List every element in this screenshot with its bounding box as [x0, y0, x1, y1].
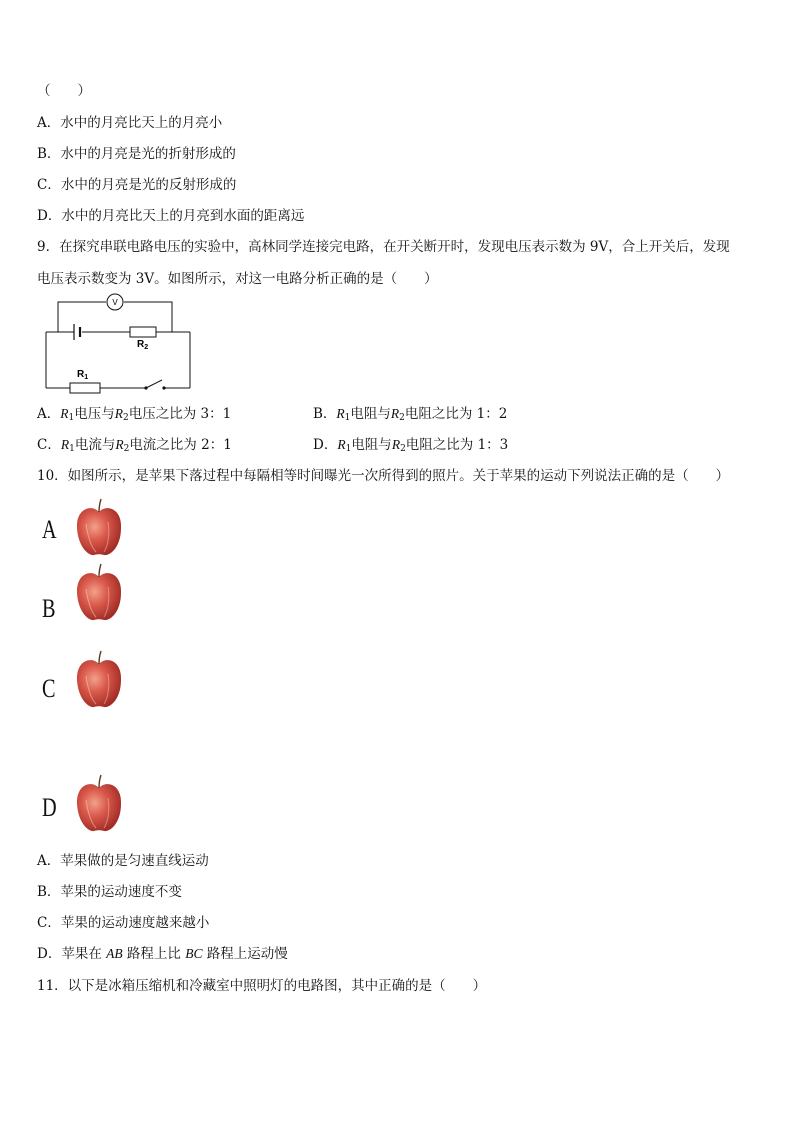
q9-stem-line2: 电压表示数变为 3V。如图所示，对这一电路分析正确的是（ ）: [37, 271, 438, 287]
q9-option-c: C．$R_1$电流与$R_2$电流之比为 2：1: [37, 437, 232, 454]
q10-option-a: A．苹果做的是匀速直线运动: [37, 853, 209, 869]
q8-option-b: B．水中的月亮是光的折射形成的: [37, 146, 236, 162]
r2-label: $R_2$: [137, 339, 149, 351]
q8-option-a: A．水中的月亮比天上的月亮小: [37, 115, 223, 131]
q8-bracket: （ ）: [37, 83, 91, 99]
q9-option-d: D．$R_1$电阻与$R_2$电阻之比为 1：3: [313, 437, 509, 454]
q10-stem: 10．如图所示，是苹果下落过程中每隔相等时间曝光一次所得到的照片。关于苹果的运动下列说法正确的是（ ）: [37, 468, 730, 484]
apple-label-c: C: [42, 674, 56, 703]
switch-icon: [146, 380, 162, 388]
apple-icon-a: [74, 498, 124, 558]
resistor-r1: [70, 383, 100, 393]
apple-icon-c: [74, 650, 124, 710]
q9-option-a: A．$R_1$电压与$R_2$电压之比为 3：1: [37, 406, 232, 423]
q10-option-b: B．苹果的运动速度不变: [37, 884, 182, 900]
voltmeter-label: V: [112, 298, 118, 307]
q8-option-c: C．水中的月亮是光的反射形成的: [37, 177, 237, 193]
q9-circuit-diagram: [38, 292, 198, 394]
q9-stem-line1: 9．在探究串联电路电压的实验中，高林同学连接完电路，在开关断开时，发现电压表示数为 9V，合上开关后，发现: [37, 239, 730, 255]
q10-option-c: C．苹果的运动速度越来越小: [37, 915, 210, 931]
apple-label-a: A: [42, 515, 57, 544]
apple-label-d: D: [42, 793, 57, 822]
apple-icon-d: [74, 774, 124, 834]
q11-stem: 11．以下是冰箱压缩机和冷藏室中照明灯的电路图，其中正确的是（ ）: [37, 978, 487, 994]
q10-option-d: D．苹果在 AB 路程上比 BC 路程上运动慢: [37, 946, 288, 962]
resistor-r2: [130, 327, 156, 337]
r1-label: $R_1$: [77, 369, 89, 381]
q9-option-b: B．$R_1$电阻与$R_2$电阻之比为 1：2: [313, 406, 508, 423]
apple-icon-b: [74, 563, 124, 623]
apple-label-b: B: [42, 594, 56, 623]
q8-option-d: D．水中的月亮比天上的月亮到水面的距离远: [37, 208, 305, 224]
